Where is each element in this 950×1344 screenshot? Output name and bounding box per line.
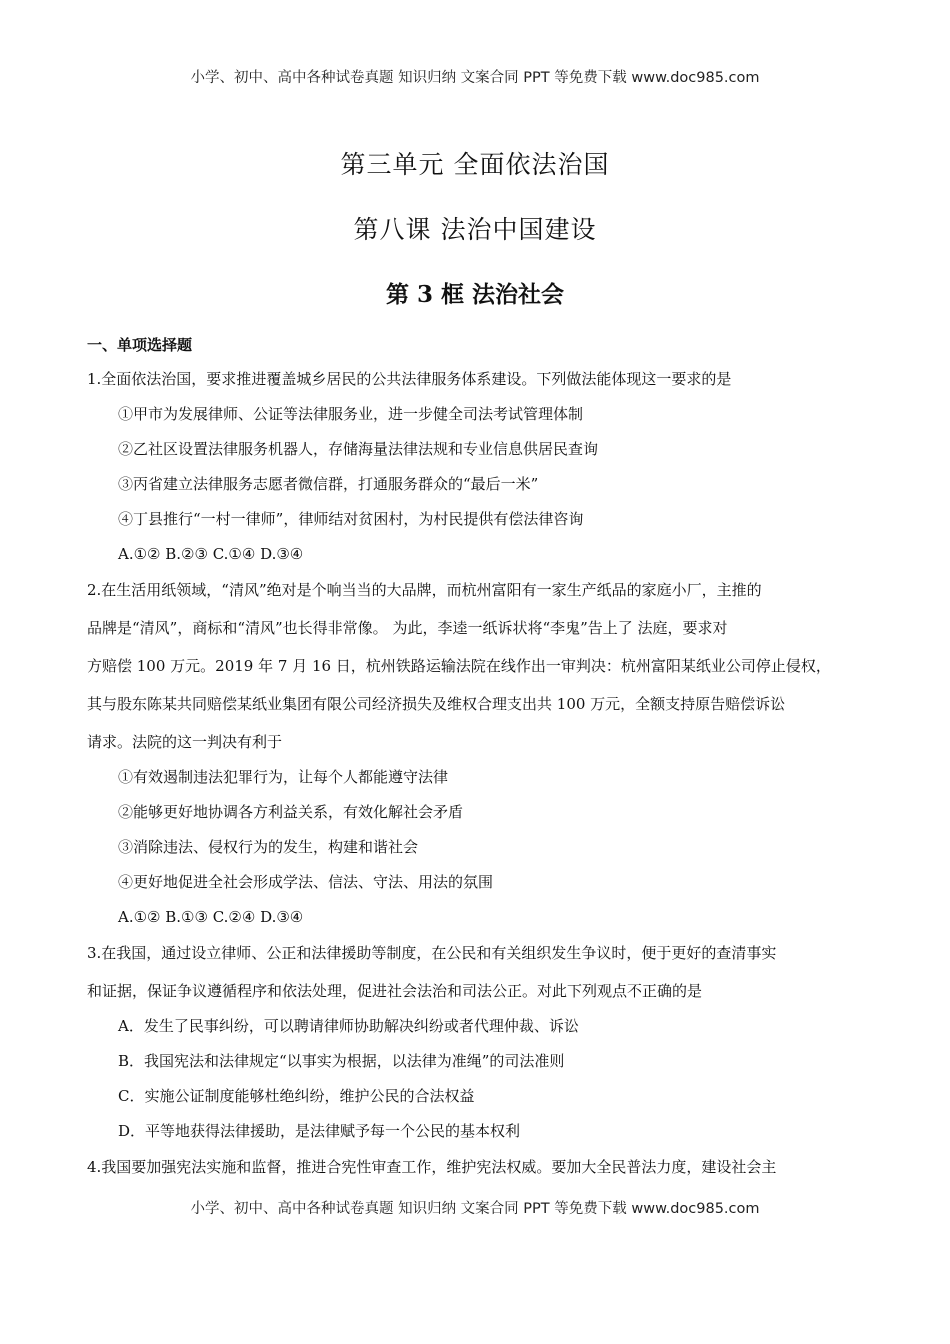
q2-answer-choices: A.①② B.①③ C.②④ D.③④ xyxy=(118,908,304,926)
section-heading: 一、单项选择题 xyxy=(87,336,193,354)
q2-stem-line-3: 方赔偿 100 万元。2019 年 7 月 16 日，杭州铁路运输法院在线作出一审判决：杭州富阳某纸业公司停止侵权， xyxy=(87,657,831,675)
q3-stem-line-1: 3.在我国，通过设立律师、公正和法律援助等制度，在公民和有关组织发生争议时，便于更好的查清事实 xyxy=(87,944,777,962)
q3-option-c: C．实施公证制度能够杜绝纠纷，维护公民的合法权益 xyxy=(118,1087,475,1105)
frame-title: 第 3 框 法治社会 xyxy=(385,281,565,308)
q2-stem-line-5: 请求。法院的这一判决有利于 xyxy=(87,733,283,751)
q2-option-2: ②能够更好地协调各方利益关系，有效化解社会矛盾 xyxy=(118,803,464,821)
q3-option-b: B．我国宪法和法律规定“以事实为根据，以法律为准绳”的司法准则 xyxy=(118,1052,565,1070)
q2-option-4: ④更好地促进全社会形成学法、信法、守法、用法的氛围 xyxy=(118,873,494,891)
q2-option-1: ①有效遏制违法犯罪行为，让每个人都能遵守法律 xyxy=(118,768,449,786)
q1-option-1: ①甲市为发展律师、公证等法律服务业，进一步健全司法考试管理体制 xyxy=(118,405,584,423)
lesson-title: 第八课 法治中国建设 xyxy=(353,215,597,244)
q1-option-4: ④丁县推行“一村一律师”，律师结对贫困村，为村民提供有偿法律咨询 xyxy=(118,510,584,528)
q1-answer-choices: A.①② B.②③ C.①④ D.③④ xyxy=(118,545,304,563)
unit-title: 第三单元 全面依法治国 xyxy=(340,150,610,179)
q3-option-a: A．发生了民事纠纷，可以聘请律师协助解决纠纷或者代理仲裁、诉讼 xyxy=(118,1017,579,1035)
q4-stem-line-1: 4.我国要加强宪法实施和监督，推进合宪性审查工作，维护宪法权威。要加大全民普法力度，建设社会主 xyxy=(87,1158,777,1176)
q1-stem: 1.全面依法治国，要求推进覆盖城乡居民的公共法律服务体系建设。下列做法能体现这一要求的是 xyxy=(87,370,732,388)
q2-stem-line-2: 品牌是“清风”，商标和“清风”也长得非常像。 为此，李逵一纸诉状将“李鬼”告上了 法庭，要求对 xyxy=(87,619,728,637)
page-footer-text: 小学、初中、高中各种试卷真题 知识归纳 文案合同 PPT 等免费下载 www.doc985.com xyxy=(190,1201,760,1217)
q2-option-3: ③消除违法、侵权行为的发生，构建和谐社会 xyxy=(118,838,419,856)
q2-stem-line-1: 2.在生活用纸领域，“清风”绝对是个响当当的大品牌，而杭州富阳有一家生产纸品的家庭小厂，主推的 xyxy=(87,581,762,599)
page-header-text: 小学、初中、高中各种试卷真题 知识归纳 文案合同 PPT 等免费下载 www.doc985.com xyxy=(190,70,760,86)
q3-stem-line-2: 和证据，保证争议遵循程序和依法处理，促进社会法治和司法公正。对此下列观点不正确的是 xyxy=(87,982,703,1000)
q3-option-d: D．平等地获得法律援助，是法律赋予每一个公民的基本权利 xyxy=(118,1122,521,1140)
q1-option-3: ③丙省建立法律服务志愿者微信群，打通服务群众的“最后一米” xyxy=(118,475,539,493)
q1-option-2: ②乙社区设置法律服务机器人，存储海量法律法规和专业信息供居民查询 xyxy=(118,440,599,458)
q2-stem-line-4: 其与股东陈某共同赔偿某纸业集团有限公司经济损失及维权合理支出共 100 万元，全额支持原告赔偿诉讼 xyxy=(87,695,786,713)
